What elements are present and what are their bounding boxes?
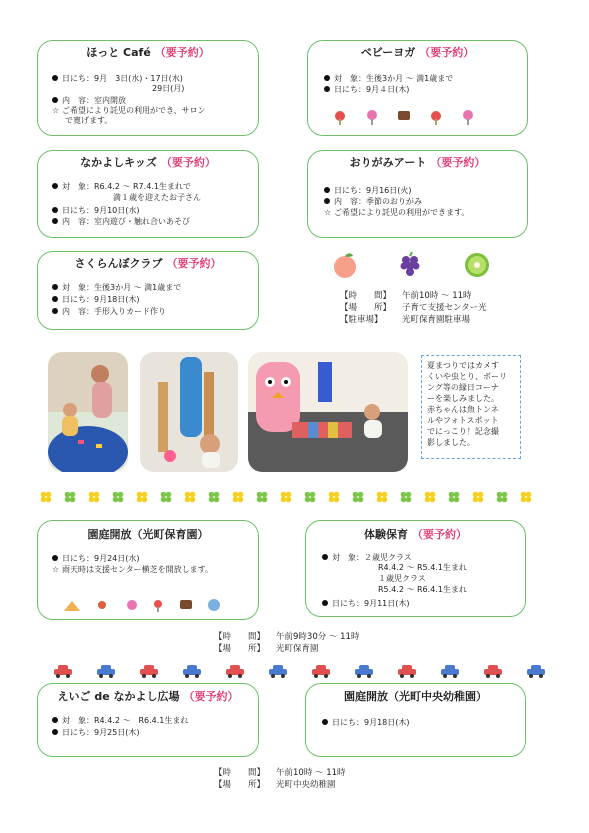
car-icon	[54, 665, 72, 678]
eigo-date: 日にち：9月25日(木)	[52, 728, 140, 738]
eigo-target: 対 象：R4.4.2 ～ R6.4.1生まれ	[52, 716, 188, 726]
taiken-target-2: R4.4.2 ～ R5.4.1生まれ	[378, 563, 467, 572]
car-icon	[97, 665, 115, 678]
photo-fish-tunnel	[248, 352, 408, 472]
baby-yoga-date: 日にち：9月４日(木)	[324, 85, 409, 95]
taiken-target-3: １歳児クラス	[378, 574, 426, 583]
clover-icon	[449, 492, 460, 503]
eigo-title: えいご de なかよし広場 （要予約）	[57, 690, 239, 703]
sweets-decoration	[62, 597, 232, 613]
nakayoshi-kids-box	[37, 150, 259, 238]
info1-parking: 【駐車場】 光町保育園駐車場	[340, 315, 471, 325]
garden-hikari-date: 日にち：9月24日(水)	[52, 554, 140, 564]
nakayoshi-kids-target: 対 象：R6.4.2 ～ R7.4.1生まれで	[52, 182, 191, 192]
info1-time: 【時 間】 午前10時 ～ 11時	[340, 291, 472, 301]
baby-yoga-box	[307, 40, 528, 136]
photo-caption-note: 夏まつりではカメす くいや虫とり、ボーリ ング等の縁日コーナ ーを楽しみました。 赤ちゃんは魚トンネ ルやフォトスポット でにっこり！記念撮 影しました。	[421, 355, 521, 459]
taiken-date: 日にち：9月11日(木)	[322, 599, 410, 609]
clover-icon	[185, 492, 196, 503]
car-icon	[269, 665, 287, 678]
clover-icon	[521, 492, 532, 503]
car-icon	[226, 665, 244, 678]
origami-title: おりがみアート （要予約）	[349, 156, 486, 169]
clover-icon	[161, 492, 172, 503]
info2-place: 【場 所】 光町保育園	[214, 644, 319, 654]
info2-time: 【時 間】 午前9時30分 ～ 11時	[214, 632, 360, 642]
clover-icon	[281, 492, 292, 503]
kiwi-icon	[462, 250, 492, 280]
garden-hikari-box	[37, 520, 259, 620]
hot-cafe-date-2: 29日(月)	[152, 84, 185, 93]
candy-decoration	[332, 107, 492, 125]
car-icon	[312, 665, 330, 678]
clover-icon	[473, 492, 484, 503]
origami-content: 内 容：季節のおりがみ	[324, 197, 422, 207]
photo-fishing-game	[48, 352, 128, 472]
peach-icon	[330, 250, 360, 280]
garden-chuo-date: 日にち：9月18日(木)	[322, 718, 410, 728]
origami-box	[307, 150, 528, 238]
taiken-box	[305, 520, 526, 617]
taiken-title: 体験保育 （要予約）	[364, 528, 467, 541]
clover-divider	[0, 489, 589, 503]
clover-icon	[305, 492, 316, 503]
sakuranbo-box	[37, 251, 259, 330]
clover-icon	[137, 492, 148, 503]
car-icon	[355, 665, 373, 678]
hot-cafe-title: ほっと Café （要予約）	[86, 46, 210, 59]
clover-icon	[257, 492, 268, 503]
sakuranbo-date: 日にち：9月18日(木)	[52, 295, 140, 305]
clover-icon	[497, 492, 508, 503]
garden-chuo-title: 園庭開放（光町中央幼稚園）	[344, 690, 487, 703]
taiken-target-4: R5.4.2 ～ R6.4.1生まれ	[378, 585, 467, 594]
info3-place: 【場 所】 光町中央幼稚園	[214, 780, 336, 790]
sakuranbo-target: 対 象：生後3か月 ～ 満1歳まで	[52, 283, 181, 293]
clover-icon	[353, 492, 364, 503]
clover-icon	[233, 492, 244, 503]
clover-icon	[425, 492, 436, 503]
clover-icon	[209, 492, 220, 503]
car-divider	[0, 664, 589, 680]
clover-icon	[41, 492, 52, 503]
origami-date: 日にち：9月16日(火)	[324, 186, 412, 196]
car-icon	[441, 665, 459, 678]
nakayoshi-kids-target-2: 満１歳を迎えたお子さん	[113, 193, 201, 202]
car-icon	[398, 665, 416, 678]
nakayoshi-kids-content: 内 容：室内遊び・触れ合いあそび	[52, 217, 190, 227]
baby-yoga-target: 対 象：生後3か月 ～ 満1歳まで	[324, 74, 453, 84]
nakayoshi-kids-title: なかよしキッズ （要予約）	[80, 156, 216, 169]
car-icon	[527, 665, 545, 678]
clover-icon	[329, 492, 340, 503]
clover-icon	[89, 492, 100, 503]
garden-hikari-title: 園庭開放（光町保育園）	[87, 528, 209, 541]
hot-cafe-date: 日にち：9月 3日(水)・17日(水)	[52, 74, 183, 84]
clover-icon	[113, 492, 124, 503]
nakayoshi-kids-date: 日にち：9月10日(水)	[52, 206, 140, 216]
hot-cafe-note: ☆ ご希望により託児の利用ができ、サロン	[52, 106, 206, 115]
photo-bowling	[140, 352, 238, 472]
hot-cafe-box	[37, 40, 259, 136]
clover-icon	[377, 492, 388, 503]
car-icon	[140, 665, 158, 678]
baby-yoga-title: ベビーヨガ （要予約）	[360, 46, 475, 59]
garden-hikari-note: ☆ 雨天時は支援センター横芝を開放します。	[52, 565, 214, 574]
sakuranbo-content: 内 容：手形入りカード作り	[52, 307, 166, 317]
clover-icon	[65, 492, 76, 503]
eigo-box	[37, 683, 259, 757]
info1-place: 【場 所】 子育て支援センター光	[340, 303, 487, 313]
grape-icon	[398, 252, 424, 280]
origami-note: ☆ ご希望により託児の利用ができます。	[324, 208, 470, 217]
info3-time: 【時 間】 午前10時 ～ 11時	[214, 768, 346, 778]
clover-icon	[401, 492, 412, 503]
car-icon	[183, 665, 201, 678]
hot-cafe-content: 内 容：室内開放	[52, 96, 126, 106]
garden-chuo-box	[305, 683, 526, 757]
car-icon	[484, 665, 502, 678]
taiken-target: 対 象：２歳児クラス	[322, 553, 412, 563]
hot-cafe-note-2: で寛げます。	[65, 116, 113, 125]
sakuranbo-title: さくらんぼクラブ （要予約）	[74, 257, 222, 270]
